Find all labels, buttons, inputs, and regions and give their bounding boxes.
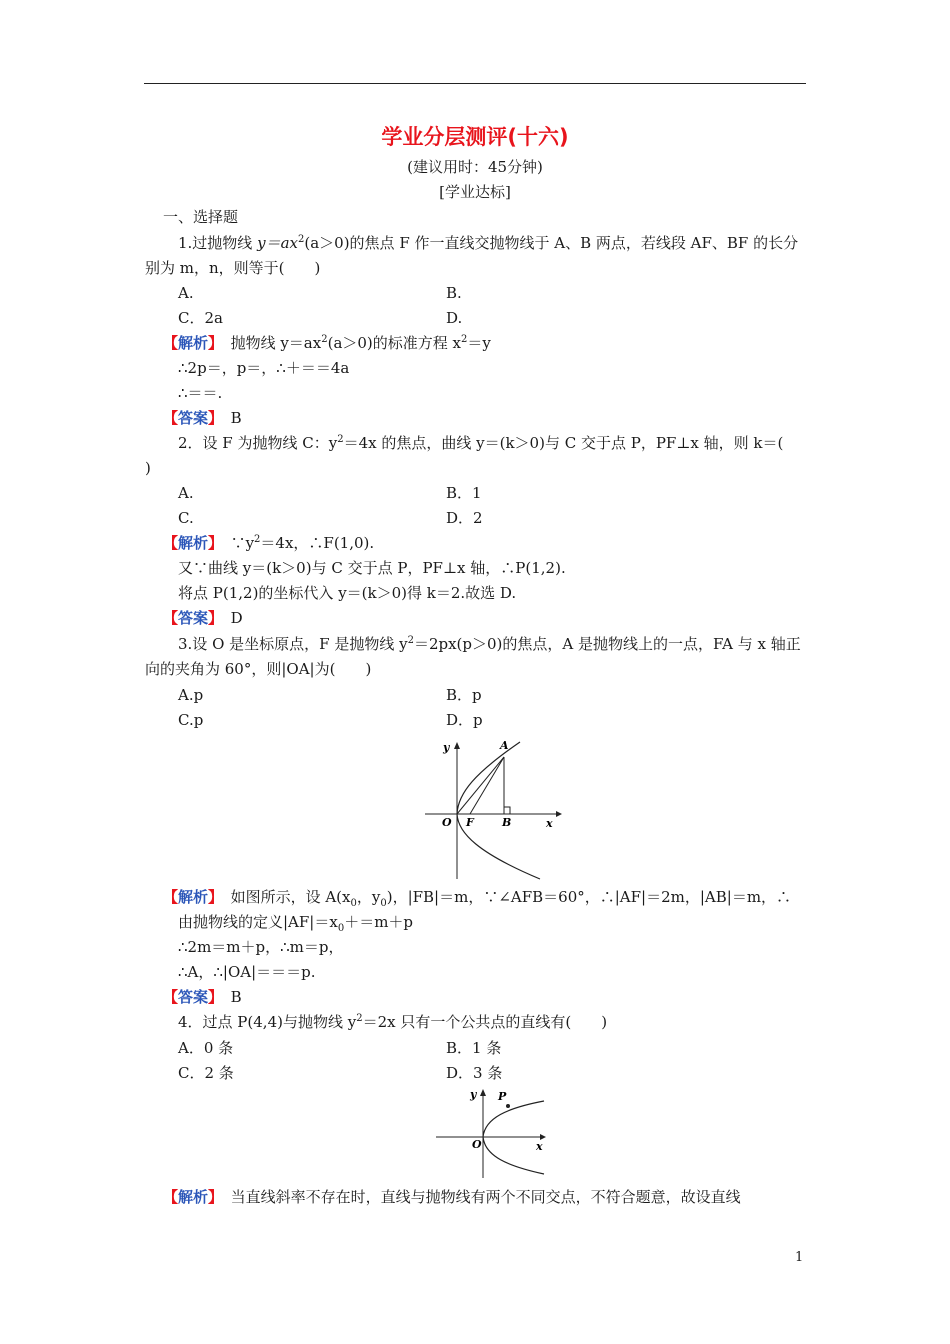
q3-stem-line2: 向的夹角为 60°，则|OA|为( )	[145, 660, 372, 678]
q4-option-d: D．3 条	[446, 1064, 503, 1082]
q3-option-a: A.p	[178, 686, 204, 704]
q3-parabola-figure	[420, 733, 570, 881]
q1-solution-line3: ∴＝＝.	[178, 384, 223, 402]
q2-option-b: B．1	[446, 484, 482, 502]
q1-option-b: B.	[446, 284, 462, 302]
q4-solution-line1: 【解析】 当直线斜率不存在时，直线与抛物线有两个不同交点，不符合题意，故设直线	[163, 1188, 741, 1206]
q4-option-a: A．0 条	[178, 1039, 234, 1057]
q3-x-axis-arrow	[556, 811, 562, 817]
q3-answer: 【答案】 B	[163, 988, 242, 1006]
section-label: [学业达标]	[439, 183, 511, 201]
page-title: 学业分层测评(十六)	[381, 125, 569, 149]
page-number: 1	[795, 1250, 804, 1265]
q3-solution-line4: ∴A，∴|OA|＝＝＝p.	[178, 963, 316, 981]
q2-answer: 【答案】 D	[163, 609, 243, 627]
q3-line-oa	[457, 757, 504, 814]
q3-solution-line2: 由抛物线的定义$|AF|=x_0+=m+p$	[178, 913, 414, 934]
q1-option-d: D.	[446, 309, 463, 327]
q3-right-angle-mark	[504, 807, 510, 814]
q3-option-b: B．p	[446, 686, 482, 704]
q3-label-f: F	[466, 816, 474, 829]
q3-solution-line1: 【解析】 如图所示，设 $A(x_0$，$y_0$)，|FB|＝m，∵∠AFB＝60°，∴|AF|＝2m，|AB|＝m，∴	[163, 888, 792, 909]
q4-option-c: C．2 条	[178, 1064, 234, 1082]
q1-option-c: C．2a	[178, 309, 223, 327]
q4-option-b: B．1 条	[446, 1039, 502, 1057]
q3-label-x: x	[546, 817, 553, 830]
q1-answer: 【答案】 B	[163, 409, 242, 427]
q2-stem-line1: 2．设 F 为抛物线 C：$y^2=4x$ 的焦点，曲线 y＝(k＞0)与 C 交于点 P，PF⊥x 轴，则 k＝(	[178, 434, 784, 452]
q3-label-a: A	[500, 739, 509, 752]
q1-solution-line2: ∴2p＝，p＝，∴＋＝＝4a	[178, 359, 350, 377]
time-hint: (建议用时：45分钟)	[407, 158, 543, 176]
q3-line-fa	[470, 757, 504, 814]
q3-option-d: D．p	[446, 711, 483, 729]
q3-label-y: y	[443, 741, 450, 754]
header-rule	[144, 83, 806, 84]
q4-stem: 4．过点 P(4,4)与抛物线 $y^2=2x$ 只有一个公共点的直线有( )	[178, 1013, 608, 1031]
q1-stem-line1: 1.过抛物线 $y=ax^2(a>0)$的焦点 F 作一直线交抛物线于 A、B 两点，若线段 AF、BF 的长分	[178, 234, 799, 252]
q3-option-c: C.p	[178, 711, 204, 729]
q1-solution-line1: 【解析】 抛物线 $y=ax^2(a>0)$的标准方程 $x^2=y$	[163, 334, 491, 352]
q2-solution-line2: 又∵曲线 y＝(k＞0)与 C 交于点 P，PF⊥x 轴，∴P(1,2).	[178, 559, 566, 577]
q3-stem-line1: 3.设 O 是坐标原点，F 是抛物线 $y^2=2px(p>0)$的焦点，A 是抛物线上的一点，FA 与 x 轴正	[178, 635, 801, 653]
q4-y-axis-arrow	[480, 1089, 486, 1096]
answer-tag: 答案	[178, 409, 209, 427]
q3-parabola-curve	[457, 742, 540, 879]
q4-label-p: P	[498, 1090, 507, 1103]
part-heading: 一、选择题	[163, 208, 239, 226]
q2-option-a: A.	[178, 484, 194, 502]
q3-label-b: B	[502, 816, 512, 829]
solution-tag: 解析	[178, 334, 209, 352]
q3-label-o: O	[442, 816, 452, 829]
q2-stem-line2: )	[145, 459, 151, 477]
q2-option-d: D．2	[446, 509, 483, 527]
q4-parabola-figure	[432, 1086, 552, 1180]
q3-solution-line3: ∴2m＝m＋p，∴m＝p，	[178, 938, 344, 956]
q4-label-o: O	[472, 1138, 482, 1151]
q3-y-axis-arrow	[454, 742, 460, 749]
q2-solution-line3: 将点 P(1,2)的坐标代入 y＝(k＞0)得 k＝2.故选 D.	[178, 584, 517, 602]
q2-option-c: C.	[178, 509, 194, 527]
q4-label-x: x	[536, 1140, 543, 1153]
q1-stem-line2: 别为 m，n，则等于( )	[145, 259, 321, 277]
q1-option-a: A.	[178, 284, 194, 302]
q2-solution-line1: 【解析】 $\because y^2=4x$，∴F(1,0).	[163, 534, 375, 552]
q4-label-y: y	[470, 1088, 477, 1101]
q4-point-p	[506, 1104, 510, 1108]
